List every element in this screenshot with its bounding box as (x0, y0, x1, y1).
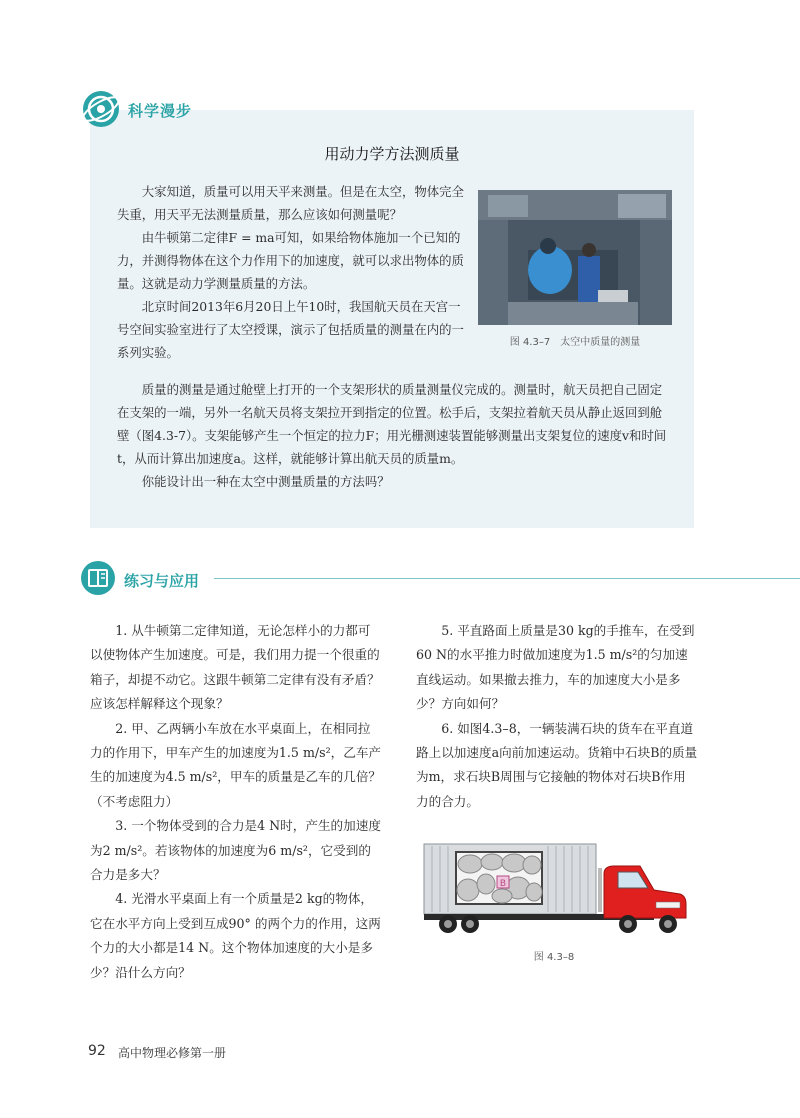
exercises-logo-icon (80, 560, 116, 596)
exercise-item: 4. 光滑水平桌面上有一个质量是2 kg的物体，它在水平方向上受到互成90° 的两个力的作用，这两个力的大小都是14 N。这个物体加速度的大小是多少？沿什么方向？ (90, 891, 381, 980)
paragraph: 北京时间2013年6月20日上午10时，我国航天员在天宫一号空间实验室进行了太空授课，演示了包括质量的测量在内的一系列实验。 (117, 299, 464, 360)
science-walk-title: 用动力学方法测质量 (324, 145, 460, 163)
paragraph: 大家知道，质量可以用天平来测量。但是在太空，物体完全失重，用天平无法测量质量，那么应该如何测量呢？ (117, 184, 464, 222)
exercise-item: 1. 从牛顿第二定律知道，无论怎样小的力都可以使物体产生加速度。可是，我们用力提一个很重的箱子，却提不动它。这跟牛顿第二定律有没有矛盾？应该怎样解释这个现象？ (90, 623, 380, 712)
exercise-item: 6. 如图4.3–8，一辆装满石块的货车在平直道路上以加速度a向前加速运动。货箱中石块B的质量为m，求石块B周围与它接触的物体对石块B作用力的合力。 (416, 720, 698, 809)
exercises-divider (214, 578, 800, 579)
truck-figure (418, 838, 690, 938)
exercise-item: 5. 平直路面上质量是30 kg的手推车，在受到60 N的水平推力时做加速度为1.5 m/s²的匀加速直线运动。如果撤去推力，车的加速度大小是多少？方向如何？ (416, 623, 695, 712)
science-walk-label: 科学漫步 (128, 102, 193, 120)
exercise-item: 3. 一个物体受到的合力是4 N时，产生的加速度为2 m/s²。若该物体的加速度为6 m/s²，它受到的合力是多大？ (90, 818, 381, 883)
science-walk-logo-icon (80, 88, 122, 130)
book-title: 高中物理必修第一册 (118, 1046, 227, 1060)
truck-illustration (418, 838, 690, 938)
exercises-right-column (416, 619, 698, 814)
figure-caption: 图 4.3–7 太空中质量的测量 (509, 337, 641, 348)
science-walk-text-left (117, 180, 465, 364)
exercise-item: 2. 甲、乙两辆小车放在水平桌面上，在相同拉力的作用下，甲车产生的加速度为1.5 m/s²，乙车产生的加速度为4.5 m/s²，甲车的质量是乙车的几倍？（不考虑阻力） (90, 720, 382, 809)
paragraph: 你能设计出一种在太空中测量质量的方法吗？ (141, 474, 390, 489)
stone-b-label: B (499, 879, 507, 889)
page-number: 92 (88, 1043, 106, 1059)
exercises-label: 练习与应用 (124, 572, 200, 590)
figure-caption: 图 4.3–8 (533, 952, 575, 963)
paragraph: 由牛顿第二定律F = ma可知，如果给物体施加一个已知的力，并测得物体在这个力作用下的加速度，就可以求出物体的质量。这就是动力学测量质量的方法。 (117, 230, 464, 291)
space-station-photo (478, 190, 672, 325)
astronaut-photo-illustration (478, 190, 672, 325)
paragraph: 质量的测量是通过舱壁上打开的一个支架形状的质量测量仪完成的。测量时，航天员把自己固定在支架的一端，另外一名航天员将支架拉开到指定的位置。松手后，支架拉着航天员从静止返回到舱壁（图4.3-7）。支架能够产生一个恒定的拉力F；用光栅测速装置能够测量出支架复位的速度v和时间t，从而计算出加速度a。这样，就能够计算出航天员的质量m。 (117, 382, 667, 466)
exercises-left-column (90, 619, 382, 985)
science-walk-text-full (117, 378, 674, 493)
